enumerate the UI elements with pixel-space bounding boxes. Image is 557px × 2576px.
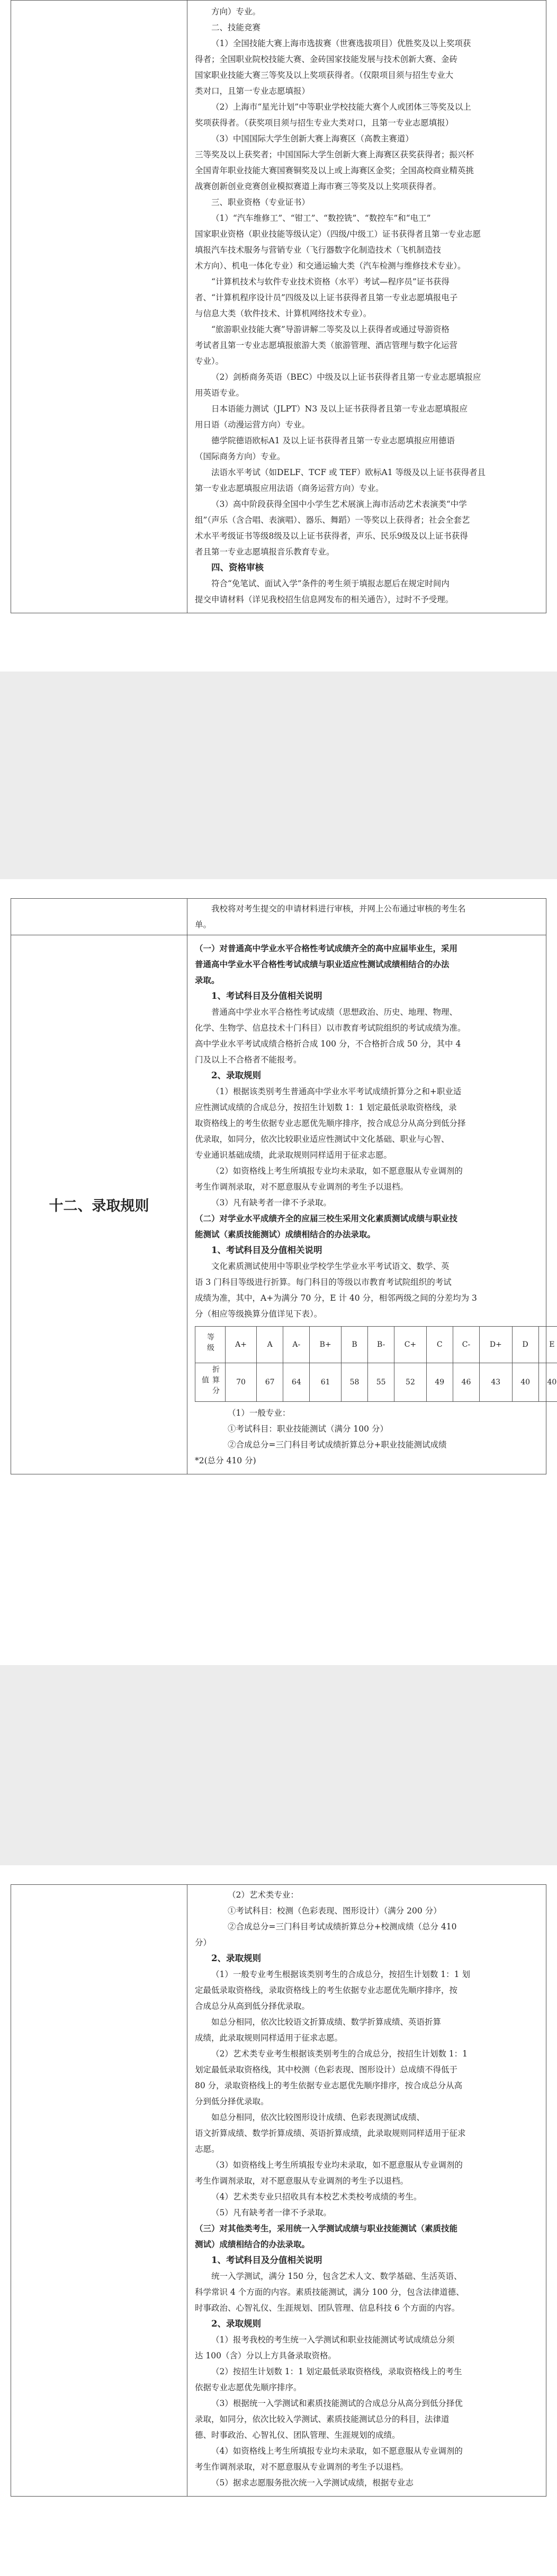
score-cell: 64 [283, 1363, 310, 1402]
page-1-line: 者、“计算机程序设计员”四级及以上证书获得者且第一专业志愿填报电子 [195, 293, 458, 302]
grade-cell: E [538, 1327, 557, 1363]
page-1-line: 法语水平考试（如DELF、TCF 或 TEF）欧标A1 等级及以上证书获得者且 [211, 468, 486, 477]
page-1-line: 用英语专业。 [195, 388, 245, 398]
page-3-line: ②合成总分=三门科目考试成绩折算总分+校测成绩（总分 410 [228, 1922, 457, 1931]
grade-row [195, 1327, 557, 1363]
page-3-line: 考生作调剂录取，对不愿意服从专业调剂的考生予以退档。 [195, 2462, 409, 2472]
page-1-line: （2）剑桥商务英语（BEC）中级及以上证书获得者且第一专业志愿填报应 [211, 372, 481, 382]
page-3-line: 合成总分从高到低分择优录取。 [195, 2001, 310, 2011]
page-2-a-line: 专业通识基础成绩，此录取规则同样适用于征求志愿。 [195, 1150, 392, 1160]
page-2 [0, 879, 557, 1665]
page-2-a-line: 文化素质测试使用中等职业学校学生学业水平考试语文、数学、英 [211, 1262, 450, 1271]
page-2-a-line: （二）对学业水平成绩齐全的应届三校生采用文化素质测试成绩与职业技 [195, 1213, 458, 1223]
page-3-line: 如总分相同，依次比较图形设计成绩、色彩表现测试成绩、 [211, 2113, 425, 2122]
page-3-line: 志愿。 [195, 2144, 220, 2154]
page-3-line: 1、考试科目及分值相关说明 [211, 2255, 322, 2265]
page-1-line: 四、资格审核 [211, 562, 264, 573]
page-2-a-line: （2）如资格线上考生所填报专业均未录取，如不愿意服从专业调剂的 [211, 1166, 463, 1176]
page-3-line: （2）按招生计划数 1：1 划定最低录取资格线，录取资格线上的考生 [211, 2367, 462, 2376]
page-3-line: 成绩，此录取规则同样适用于征求志愿。 [195, 2033, 343, 2043]
grade-row-header: 等级 [195, 1327, 226, 1363]
page-1-line: 奖项获得者。（获奖项目须与招生专业大类对口，且第一专业志愿填报） [195, 118, 454, 128]
page-3-line: （2）艺术类专业考生根据该类别考生的合成总分，按招生计划数 1：1 [211, 2049, 468, 2059]
page-1-line: （1）“汽车维修工”、“钳工”、“数控铣”、“数控车”和“电工” [211, 213, 431, 223]
page-2-a-line: 语 3 门科目等级进行折算。每门科目的等级以市教育考试院组织的考试 [195, 1277, 452, 1287]
page-1-line: 三等奖及以上获奖者；中国国际大学生创新大赛上海赛区获奖获得者；振兴杯 [195, 150, 474, 159]
page-2-content-cell [187, 935, 557, 1474]
page-3-line: 划定最低录取资格线，其中校测（色彩表现、图形设计）总成绩不得低于 [195, 2065, 458, 2074]
score-row-header: 折算分值 [195, 1363, 226, 1402]
page-2-a-line: 高中学业水平考试成绩合格折合成 100 分，不合格折合成 50 分，其中 4 [195, 1039, 461, 1049]
grade-cell: A [257, 1327, 283, 1363]
page-3-line: （3）如资格线上考生所填报专业均未录取，如不愿意服从专业调剂的 [211, 2160, 463, 2170]
page-3-line: 分） [195, 1938, 212, 1947]
page-1-line: 类对口，且第一专业志愿填报） [195, 86, 310, 96]
page-2-top-label-cell [11, 899, 187, 935]
page-3-line: （5）凡有缺考者一律不予录取。 [211, 2208, 331, 2217]
page-1-line: 得者；全国职业院校技能大赛、金砖国家技能发展与技术创新大赛、金砖 [195, 55, 458, 64]
page-2-a-line: 门及以上不合格者不能报考。 [195, 1055, 302, 1065]
score-cell: 43 [480, 1363, 513, 1402]
score-cell: 40 [538, 1363, 557, 1402]
page-3-line: 测试）成绩相结合的办法录取。 [195, 2239, 310, 2249]
page-1-line: （1）全国技能大赛上海市选拔赛（世赛选拔项目）优胜奖及以上奖项获 [211, 39, 471, 48]
section-label: 十二、录取规则 [11, 935, 187, 1474]
page-2-top-line: 单。 [195, 920, 212, 929]
page-1-line: 符合“免笔试、面试入学”条件的考生须于填报志愿后在规定时间内 [211, 579, 450, 588]
page-3-label-cell [11, 1885, 187, 2497]
page-3-line: 2、录取规则 [211, 2319, 261, 2329]
page-1-line: 用日语（动漫运营方向）专业。 [195, 420, 310, 430]
page-3-line: 科学常识 4 个方面的内容。素质技能测试，满分 100 分，包含法律道德、 [195, 2287, 464, 2297]
page-gap-1 [0, 672, 557, 879]
page-gap-2 [0, 1665, 557, 1865]
grade-cell: C [426, 1327, 453, 1363]
score-cell: 46 [453, 1363, 479, 1402]
page-2-a-line: 1、考试科目及分值相关说明 [211, 1245, 322, 1255]
grade-conversion-table [195, 1326, 557, 1402]
grade-cell: B- [368, 1327, 394, 1363]
page-1-line: 方向）专业。 [211, 7, 261, 16]
grade-cell: A+ [226, 1327, 257, 1363]
page-2-a-line: 考生作调剂录取，对不愿意服从专业调剂的考生予以退档。 [195, 1182, 409, 1192]
page-1-content-cell [187, 1, 546, 613]
page-1-line: 专业）。 [195, 356, 224, 366]
page-1-line: 三、职业资格（专业证书） [211, 198, 310, 207]
page-1-line: 国家职业技能大赛三等奖及以上奖项获得者。（仅限项目须与招生专业大 [195, 70, 454, 80]
page-2-a-line: （一）对普通高中学业水平合格性考试成绩齐全的高中应届毕业生，采用 [195, 943, 458, 953]
score-cell: 61 [310, 1363, 341, 1402]
page-2-a-line: （3）凡有缺考者一律不予录取。 [211, 1198, 331, 1208]
page-1-line: 术水平考级证书等级8级及以上证书获得者，声乐、民乐9级及以上证书获得 [195, 531, 468, 541]
page-3-line: 时事政治、心智礼仪、生涯规划、团队管理、信息科技 6 个方面的内容。 [195, 2303, 460, 2313]
page-1-line: （3）高中阶段获得全国中小学生艺术展演上海市活动艺术表演类“中学 [211, 499, 467, 509]
page-1-label-cell [11, 1, 187, 613]
grade-cell: B+ [310, 1327, 341, 1363]
page-3-line: 2、录取规则 [211, 1953, 261, 1963]
page-2-top-content-cell [187, 899, 546, 935]
page-3-line: （3）根据统一入学测试和素质技能测试的合成总分从高分到低分择优 [211, 2399, 463, 2408]
score-cell: 49 [426, 1363, 453, 1402]
page-3-content-cell [187, 1885, 546, 2497]
grade-cell: B [341, 1327, 367, 1363]
page-3-line: 录取，如同分，依次比较入学测试、素质技能测试总分的科目，法律道 [195, 2414, 450, 2424]
score-cell: 52 [394, 1363, 426, 1402]
page-1-line: 者且第一专业志愿填报音乐教育专业。 [195, 547, 335, 557]
page-1-line: 提交申请材料（详见我校招生信息网发布的相关通告），过时不予受理。 [195, 595, 454, 604]
score-cell: 70 [226, 1363, 257, 1402]
page-1-line: （3）中国国际大学生创新大赛上海赛区（高教主赛道） [211, 134, 414, 144]
page-3-line: （4）如资格线上考生所填报专业均未录取，如不愿意服从专业调剂的 [211, 2446, 463, 2456]
page-1-line: 与信息大类（软件技术、计算机网络技术专业）。 [195, 309, 372, 318]
page-1-line: 填报汽车技术服务与营销专业（飞行器数字化制造技术（飞机制造技 [195, 245, 442, 255]
page-2-a-line: 1、考试科目及分值相关说明 [211, 991, 322, 1001]
score-row [195, 1363, 557, 1402]
grade-cell: C+ [394, 1327, 426, 1363]
score-cell: 55 [368, 1363, 394, 1402]
page-3-line: 语文折算成绩、数学折算成绩、英语折算成绩，此录取规则同样适用于征求 [195, 2128, 466, 2138]
page-1-line: 日本语能力测试（JLPT）N3 及以上证书获得者且第一专业志愿填报应 [211, 404, 468, 414]
page-2-b-line: （1）一般专业： [228, 1408, 291, 1418]
page-3-line: 德、时事政治、心智礼仪、团队管理、生涯规划的成绩。 [195, 2430, 400, 2440]
grade-cell: D [512, 1327, 538, 1363]
page-2-a-line: 普通高中学业水平合格性考试成绩与职业适应性测试成绩相结合的办法 [195, 959, 450, 969]
page-1-line: 第一专业志愿填报应用法语（商务运营方向）专业。 [195, 484, 384, 493]
page-3-line: （2）艺术类专业： [228, 1890, 299, 1900]
page-2-b-line: ②合成总分=三门科目考试成绩折算总分+职业技能测试成绩 [228, 1440, 447, 1450]
page-3-line: （5）据求志愿服务批次统一入学测试成绩，根据专业志 [211, 2478, 414, 2488]
page-2-a-line: 录取。 [195, 975, 220, 985]
grade-cell: C- [453, 1327, 479, 1363]
page-3-table [11, 1884, 546, 2497]
page-1-table [11, 0, 546, 613]
page-1-line: （2）上海市“星光计划”中等职业学校技能大赛个人或团体三等奖及以上 [211, 102, 471, 112]
page-1-line: 全国青年职业技能大赛国赛铜奖及以上或上海赛区金奖；全国高校商业精英挑 [195, 166, 474, 175]
page-1-line: 战赛创新创业竞赛创业模拟赛道上海市赛三等奖及以上奖项获得者。 [195, 182, 442, 191]
page-3-line: 考生作调剂录取，对不愿意服从专业调剂的考生予以退档。 [195, 2176, 409, 2186]
page-1-line: 术方向）、机电一体化专业）和交通运输大类（汽车检测与维修技术专业）。 [195, 261, 466, 271]
page-2-top-line: 我校将对考生提交的申请材料进行审核，并网上公布通过审核的考生名 [211, 904, 466, 914]
score-cell: 58 [341, 1363, 367, 1402]
page-1-line: 考试者且第一专业志愿填报旅游大类（旅游管理、酒店管理与数字化运营 [195, 341, 458, 350]
page-1-line: 二、技能竞赛 [211, 23, 261, 32]
page-3-line: 统一入学测试，满分 150 分，包含艺术人文、数学基础、生活英语、 [211, 2271, 462, 2281]
page-3-line: 分到低分择优录取。 [195, 2097, 269, 2106]
page-2-a-line: （1）根据该类别考生普通高中学业水平考试成绩折算分之和+职业适 [211, 1087, 462, 1096]
grade-cell: A- [283, 1327, 310, 1363]
page-2-a-line: 优录取，如同分，依次比较职业适应性测试中文化基础、职业与心智、 [195, 1134, 450, 1144]
page-3-line: 80 分，录取资格线上的考生依据专业志愿优先顺序排序，按合成总分从高 [195, 2081, 463, 2090]
page-2-table [11, 898, 557, 1474]
page-1-line: “计算机技术与软件专业技术资格（水平）考试—程序员”证书获得 [211, 277, 450, 287]
page-1 [0, 0, 557, 672]
page-3-line: 如总分相同，依次比较语文折算成绩、数学折算成绩、英语折算 [211, 2017, 442, 2027]
page-3-line: （三）对其他类考生，采用统一入学测试成绩与职业技能测试（素质技能 [195, 2223, 458, 2233]
page-3-line: （1）一般专业考生根据该类别考生的合成总分，按招生计划数 1：1 划 [211, 1970, 470, 1979]
score-cell: 67 [257, 1363, 283, 1402]
page-2-a-line: 取资格线上的考生依据专业志愿优先顺序排序，按合成总分从高分到低分择 [195, 1119, 466, 1128]
page-3-line: 达 100（含）分以上方具备录取资格。 [195, 2351, 337, 2360]
page-3-line: 依据专业志愿优先顺序排序。 [195, 2383, 302, 2392]
page-2-a-line: 能测试（素质技能测试）成绩相结合的办法录取。 [195, 1229, 376, 1239]
page-1-line: （国际商务方向）专业。 [195, 452, 285, 461]
score-cell: 40 [512, 1363, 538, 1402]
page-3-line: （4）艺术类专业只招收具有本校艺术类校考成绩的考生。 [211, 2192, 422, 2202]
page-2-a-line: 成绩为准，其中，A+为满分 70 分，E 计 40 分，相邻两级之间的分差均为 3 [195, 1293, 477, 1303]
page-2-a-line: 2、录取规则 [211, 1070, 261, 1080]
grade-cell: D+ [480, 1327, 513, 1363]
page-2-a-line: 化学、生物学、信息技术十门科目）以市教育考试院组织的考试成绩为准。 [195, 1023, 466, 1033]
page-1-line: 德学院德语欧标A1 及以上证书获得者且第一专业志愿填报应用德语 [211, 436, 455, 445]
page-1-line: 国家职业资格（职业技能等级认定）（四级/中级工）证书获得者且第一专业志愿 [195, 229, 481, 239]
page-3-line: ①考试科目：校测（色彩表现、图形设计）（满分 200 分） [228, 1906, 442, 1916]
page-1-line: 组”（声乐（含合唱、表演唱）、器乐、舞蹈）一等奖以上获得者；社会全套艺 [195, 515, 470, 525]
page-3-line: （1）报考我校的考生统一入学测试和职业技能测试考试成绩总分须 [211, 2335, 455, 2345]
page-2-a-line: 应性测试成绩的合成总分，按招生计划数 1：1 划定最低录取资格线，录 [195, 1103, 457, 1112]
page-2-a-line: 分（相应等级换算分值详见下表）。 [195, 1309, 322, 1319]
page-1-line: “旅游职业技能大赛”导游讲解二等奖及以上获得者或通过导游资格 [211, 325, 450, 334]
page-3-line: 定最低录取资格线，录取资格线上的考生依据专业志愿优先顺序排序，按 [195, 1985, 458, 1995]
page-3 [0, 1865, 557, 2576]
page-2-b-line: ①考试科目：职业技能测试（满分 100 分） [228, 1424, 388, 1434]
page-2-b-line: *2(总分 410 分) [195, 1456, 256, 1465]
page-2-a-line: 普通高中学业水平合格性考试成绩（思想政治、历史、地理、物理、 [211, 1007, 458, 1017]
